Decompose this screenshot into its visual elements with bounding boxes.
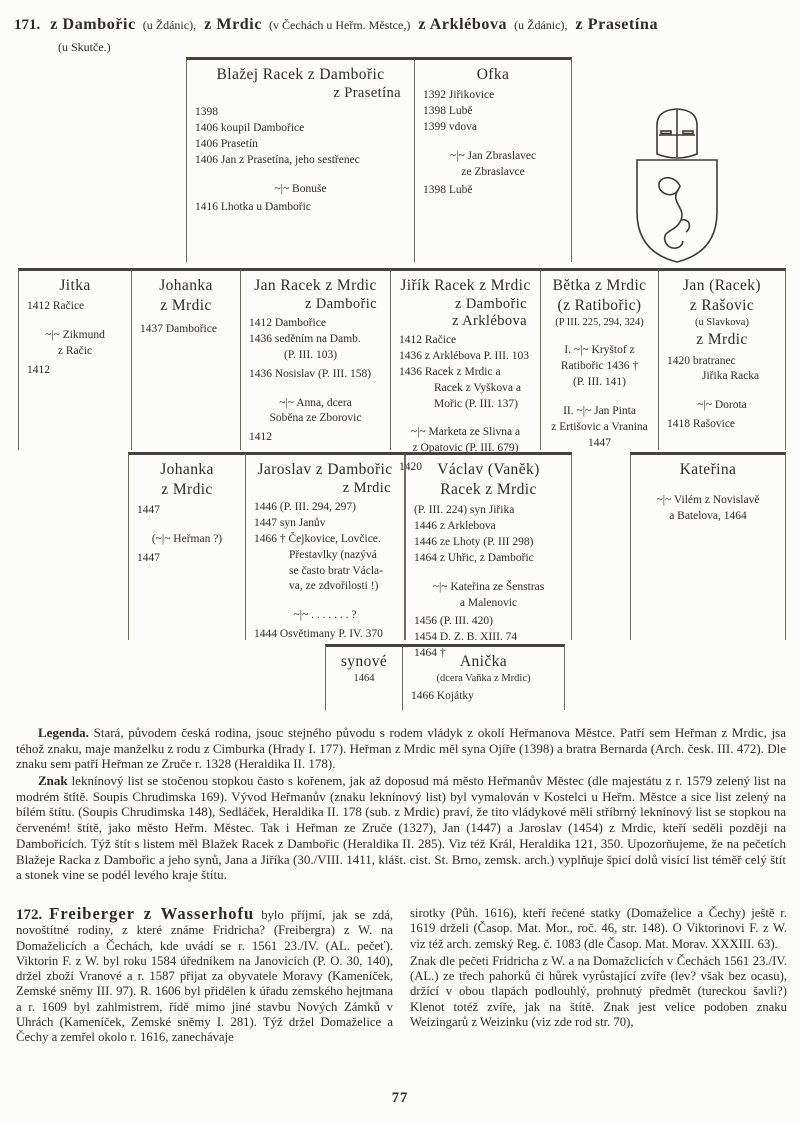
text-line: Anička: [459, 653, 508, 670]
person-box-anicka: [402, 644, 565, 710]
person-title-block: [329, 652, 399, 672]
text-line: Jan Racek z Mrdic: [254, 277, 377, 294]
text-line: z Mrdic: [342, 480, 391, 497]
text-line: 1464 z Uhřic, z Dambořic: [414, 551, 534, 564]
person-title-block: [634, 460, 782, 480]
person-indent-block: [662, 369, 782, 385]
person-box-jan-racek-rasovic: [658, 268, 786, 450]
person-marriage-block: [662, 398, 782, 414]
text-line: Bětka z Mrdic: [552, 277, 647, 294]
person-title-block: [132, 460, 242, 500]
person-events-block: [22, 363, 128, 379]
text-line: (dcera Vaňka z Mrdic): [436, 673, 531, 685]
person-title-block: [135, 276, 237, 316]
text-line: 1418 Rašovice: [667, 418, 736, 431]
person-title-block: [662, 276, 782, 316]
text-line: ~|~ . . . . . . . ?: [293, 609, 357, 622]
text-line: I. ~|~ Kryštof z: [564, 344, 635, 357]
person-events-block: [190, 200, 411, 216]
person-marriage-block: [249, 608, 401, 624]
person-box-jaroslav: [245, 452, 405, 640]
text-line: 1466 † Čejkovice, Lovčice.: [254, 532, 381, 545]
person-indent-block: [249, 548, 401, 596]
text-line: Blažej Racek z Dambořic: [216, 66, 385, 83]
person-marriage-block: [544, 343, 655, 391]
text-line: (P III. 225, 294, 324): [555, 317, 644, 329]
text-line: a Batelova, 1464: [669, 510, 747, 522]
text-line: 1416 Lhotka u Dambořic: [195, 201, 311, 214]
text-line: synové: [340, 653, 388, 670]
text-line: 1464 †: [414, 647, 446, 660]
person-marriage-block: [244, 396, 387, 428]
person-title-block: [190, 65, 411, 85]
text-line: Jiřík Racek z Mrdic: [400, 277, 531, 294]
text-line: Jiřika Racka: [702, 370, 760, 383]
text-line: 1412 Račice: [27, 300, 85, 313]
legenda-paragraph: [16, 725, 786, 772]
section-172-paragraph: [16, 906, 393, 1046]
person-marriage-block: [409, 580, 568, 612]
person-events-block: [244, 316, 387, 348]
person-events-block: [249, 500, 401, 548]
text-line: 1444 Osvětimany P. IV. 370: [254, 628, 383, 641]
text-line: 1436 z Arklébova P. III. 103: [399, 350, 529, 362]
person-marriage-block: [418, 149, 568, 181]
text-line: z Rašovic: [689, 297, 755, 315]
text-line: Johanka: [159, 277, 213, 294]
person-note-block: [329, 672, 399, 686]
text-line: Jaroslav z Dambořic: [257, 461, 393, 478]
text-line: 1406 Prasetín: [195, 137, 258, 150]
text-line: ~|~ Zikmund: [45, 329, 105, 341]
text-line: ~|~ Vilém z Novislavě: [656, 494, 760, 507]
family-note-prasetina: (u Skutče.): [58, 40, 111, 54]
text-line: 1466 Kojátky: [411, 690, 474, 703]
section-172-right-text-2: dle pečeti Fridricha z W. a na Domažclicích v Čechách 1561 23./IV. (AL.) ze třech pahorků či hůrek vyrůstající zvíře (lev? však bez ocasu), držící v obou tlapách podlouhlý, prohnutý předmět (tureckou šavli?) Klenot totéž zvíře, jak na štítě. Znak jest velice podoben znaku Weizingarů z Weizinku (viz zde rod str. 70),: [410, 953, 788, 1030]
text-line: z Dambořic: [454, 296, 527, 313]
text-line: Jitka: [59, 277, 91, 294]
person-events-block: [662, 417, 782, 433]
text-line: Přestavlky (nazývá: [289, 548, 377, 561]
person-title-block: [406, 652, 561, 672]
text-line: ~|~ Jan Zbraslavec: [449, 149, 537, 162]
person-title2-block: [394, 296, 537, 330]
text-line: z Mrdic: [160, 297, 212, 315]
text-line: 1406 koupil Dambořice: [195, 122, 305, 134]
section-172-znak-lead: Znak: [410, 953, 437, 968]
helmet-icon: [657, 109, 697, 158]
text-line: 1447 syn Janův: [254, 517, 326, 529]
person-marriage-block: [190, 182, 411, 198]
text-line: 1412: [249, 431, 272, 444]
text-line: (z Ratibořic): [557, 297, 642, 315]
text-line: ~|~ Marketa ze Slivna a: [410, 426, 521, 439]
family-note-arklebova: (u Ždánic),: [514, 18, 568, 32]
family-name-mrdic: z Mrdic: [204, 16, 263, 33]
text-line: ze Zbraslavce: [461, 165, 525, 178]
person-events-block: [22, 299, 128, 315]
text-line: Johanka: [160, 461, 214, 478]
person-events-block: [190, 105, 411, 168]
person-marriage-block: [132, 532, 242, 548]
text-line: Racek z Mrdic: [440, 481, 537, 499]
person-note-block: [544, 316, 655, 330]
text-line: (P. III. 141): [572, 376, 627, 389]
text-line: 1398: [195, 106, 218, 119]
family-note-mrdic: (v Čechách u Heřm. Městce,): [269, 18, 411, 32]
text-line: z Mrdic: [696, 331, 748, 349]
text-line: (~|~ Heřman ?): [151, 533, 223, 546]
person-events-block: [244, 367, 387, 383]
text-line: 1436 Nosislav (P. III. 158): [249, 367, 372, 380]
text-line: 1446 ze Lhoty (P. III 298): [414, 536, 534, 548]
text-line: Kateřina: [679, 461, 737, 478]
text-line: (u Slavkova): [695, 317, 749, 329]
person-events-block: [418, 88, 568, 136]
text-line: Václav (Vaněk): [437, 461, 540, 478]
person-title-block: [544, 276, 655, 316]
text-line: 1406 Jan z Prasetína, jeho sestřenec: [195, 153, 360, 166]
text-line: Jan (Racek): [683, 277, 761, 294]
section-172-left-text: bylo příjmí, jak se zdá, novoštítné rodiny, z které známe Fridricha? (Freibergra) z W. na Domaželicích a Čechách, kde uvádí se r. 1561 23./IV. (AL. pečeť). Viktorin F. z W. byl roku 1584 úředníkem na Janovicích (P. O. 30, 140), držel zboží Vranové a r. 1587 přijat za obyvatele Moravy (Kameníček, Zemské sněmy III. 97). R. 1606 byl přidělen k úřadu zemského hejtmana a r. 1609 byl zahlmistrem, řídě mimo jiné stavbu Nových Zámků v Uhrách (Kameníček, Zemské sněmy I. 281). Týž držel Domaželice a Čechy a zemřel okolo r. 1616, zanechávaje: [16, 908, 394, 1045]
person-box-johanka-1: [131, 268, 240, 450]
text-line: z Opatovic (P. III. 679): [412, 442, 519, 455]
person-box-johanka-2: [128, 452, 245, 640]
section-172-number: 172.: [16, 907, 43, 923]
person-note-block: [406, 672, 561, 686]
text-line: Soběna ze Zborovic: [269, 412, 362, 425]
text-line: z Prasetína: [333, 85, 401, 102]
person-title-block: [249, 460, 401, 480]
section-172-left-column: [16, 906, 393, 1046]
person-marriage-block: [544, 404, 655, 452]
person-box-jan-racek: [240, 268, 390, 450]
text-line: ~|~ Bonuše: [274, 182, 327, 195]
text-line: 1436 Racek z Mrdic a: [399, 365, 501, 378]
text-line: 1456 (P. III. 420): [414, 615, 493, 628]
coat-of-arms-drawing: [612, 100, 742, 270]
text-line: 1436 seděním na Damb.: [249, 333, 361, 345]
text-line: 1412 Dambořice: [249, 317, 326, 330]
person-title-block: [244, 276, 387, 296]
section-172-right-paragraph-2: [410, 954, 787, 1030]
page-number: 77: [391, 1090, 409, 1106]
section-172-right-column: [410, 906, 787, 1030]
lily-leaf-icon: [659, 178, 689, 248]
text-line: 1398 Lubě: [423, 105, 473, 117]
person-box-betka: [540, 268, 658, 450]
text-line: II. ~|~ Jan Pinta: [563, 405, 636, 418]
person-title2-block: [190, 85, 411, 102]
person-events-block: [409, 503, 568, 566]
text-line: 1420 bratranec: [667, 354, 736, 367]
person-events-block: [132, 551, 242, 567]
person-marriage-block: [22, 328, 128, 360]
text-line: Ofka: [476, 66, 510, 83]
text-line: 1454 D. Z. B. XIII. 74: [414, 631, 518, 644]
person-title-block: [409, 460, 568, 500]
entry-header: [14, 16, 788, 34]
person-box-synove: [325, 644, 402, 710]
person-title2-block: [244, 296, 387, 313]
person-title-block: [418, 65, 568, 85]
person-events-block: [394, 333, 537, 381]
text-line: (P. III. 103): [284, 348, 338, 361]
text-line: 1446 z Arklebova: [414, 520, 496, 533]
text-line: 1399 vdova: [423, 120, 477, 133]
person-box-ofka: [414, 57, 572, 262]
text-line: ~|~ Anna, dcera: [279, 396, 352, 409]
person-box-katerina: [630, 452, 786, 640]
text-line: 1447: [588, 436, 611, 449]
section-172-heading: Freiberger z Wasserhofu: [49, 904, 255, 923]
text-line: 1464: [353, 673, 375, 685]
znak-text: leknínový list se stočenou stopkou často s kořenem, jak až doposud má město Heřmanův Městec (dle majestátu z r. 1579 zelený list na modrém štítě. Soupis Chrudimska 169). Vývod Heřmanův (znaku leknínový list) byl vymalován v Kostelci u Heřm. Městce a sice list zelený na bílém štítu. (Soupis Chrudimska 148), Sedláček, Heraldika II. 178 (sub. z Mrdic) praví, že tito vládykové měli stříbrný leknínový list se stopkou na červeném! štítě, jako město Heřm. Městec. Tak i Heřman ze Zruče (1327), Jan (1447) a Jaroslav (1454) z Mrdic, kteří seděli později na Dambořicích. Týž štít s listem měl Blažek Racek z Dambořic (Heraldika II. 285). Viz též Král, Heraldika 121, 350. Upozorňujeme, že na pečetích Blažeje Racka z Dambořic a jeho synů, Jana a Jiříka (30./VIII. 1411, klášt. cist. St. Brno, zemsk. arch.) vyplňuje špicí dolů visící list téměř celý štít a stonek vine se podél levého kraje štítu.: [16, 773, 786, 883]
family-note-damboric: (u Ždánic),: [142, 18, 197, 32]
text-line: 1447: [137, 504, 160, 517]
text-line: va, ze zdvořilosti !): [289, 580, 379, 593]
text-line: se často bratr Václa-: [289, 564, 383, 577]
text-line: Mořic (P. III. 137): [434, 397, 518, 410]
text-line: a Malenovic: [459, 596, 518, 609]
person-events-block: [406, 689, 561, 705]
person-indent-block: [244, 348, 387, 364]
text-line: z Dambořic: [304, 296, 377, 313]
person-indent-block: [394, 381, 537, 413]
legenda-lead: Legenda.: [38, 725, 89, 740]
family-name-prasetina: z Prasetína: [575, 16, 659, 33]
person-box-vaclav-vanek: [405, 452, 572, 660]
text-line: 1392 Jiřikovice: [423, 89, 495, 102]
person-title-block: [394, 276, 537, 296]
text-line: 1420: [399, 461, 422, 474]
text-line: 1412: [27, 363, 50, 376]
shield-icon: [637, 160, 717, 262]
person-box-blazej-racek: [186, 57, 414, 262]
family-name-arklebova: z Arklébova: [418, 16, 508, 33]
person-title-block: [22, 276, 128, 296]
section-172-right-text-1: sirotky (Půh. 1616), kteří řečené statky (Domaželice a Čechy) ještě r. 1619 drželi (Časop. Mat. Mor., roč. 46, str. 148). O Viktorinovi F. z W. viz též arch. zemský Reg. č. 1083 (dle Časop. Mat. Morav. XXXIII. 63).: [410, 906, 787, 951]
text-line: 1398 Lubě: [423, 184, 473, 197]
person-title2-block: [249, 480, 401, 497]
text-line: ~|~ Kateřina ze Šenstras: [432, 580, 545, 593]
text-line: 1412 Račice: [399, 334, 457, 347]
person-events-block: [662, 354, 782, 370]
entry-number: 171.: [14, 17, 41, 33]
text-line: 1447: [137, 552, 160, 564]
text-line: Racek z Vyškova a: [434, 381, 521, 394]
person-events-block: [249, 627, 401, 643]
znak-lead: Znak: [38, 773, 68, 788]
text-line: z Arklébova: [452, 313, 527, 330]
text-line: (P. III. 224) syn Jiřika: [414, 504, 515, 517]
person-box-jitka: [18, 268, 131, 450]
person-marriage-block: [634, 493, 782, 525]
text-line: z Račic: [57, 344, 93, 357]
person-events-block: [135, 322, 237, 338]
text-line: 1437 Dambořice: [140, 323, 217, 336]
legenda-text: Stará, původem česká rodina, jsouc stejného původu s rodem vládyk z okolí Heřmanova Městce. Patří sem Heřman z Mrdic, jsa téhož znaku, maje manželku z rodu z Cimburka (Hrady I. 177). Heřman z Mrdic měl syna Ojíře (1398) a bratra Bernarda (Arch. česk. III. 472). Dle znaku sem patří Heřman ze Zruče r. 1328 (Heraldika II. 178).: [16, 725, 787, 772]
text-line: ~|~ Dorota: [697, 399, 747, 412]
family-name-damboric: z Dambořic: [50, 16, 136, 33]
person-events-block: [132, 503, 242, 519]
znak-paragraph: [16, 773, 786, 883]
person-title-block: [662, 330, 782, 350]
text-line: z Ertišovic a Vranina: [551, 420, 648, 433]
person-events-block: [244, 430, 387, 446]
person-note-block: [662, 316, 782, 330]
text-line: 1446 (P. III. 294, 297): [254, 501, 356, 514]
text-line: Ratibořic 1436 †: [560, 360, 639, 373]
person-events-block: [418, 183, 568, 199]
text-line: z Mrdic: [161, 481, 213, 499]
coat-of-arms: [612, 100, 742, 270]
